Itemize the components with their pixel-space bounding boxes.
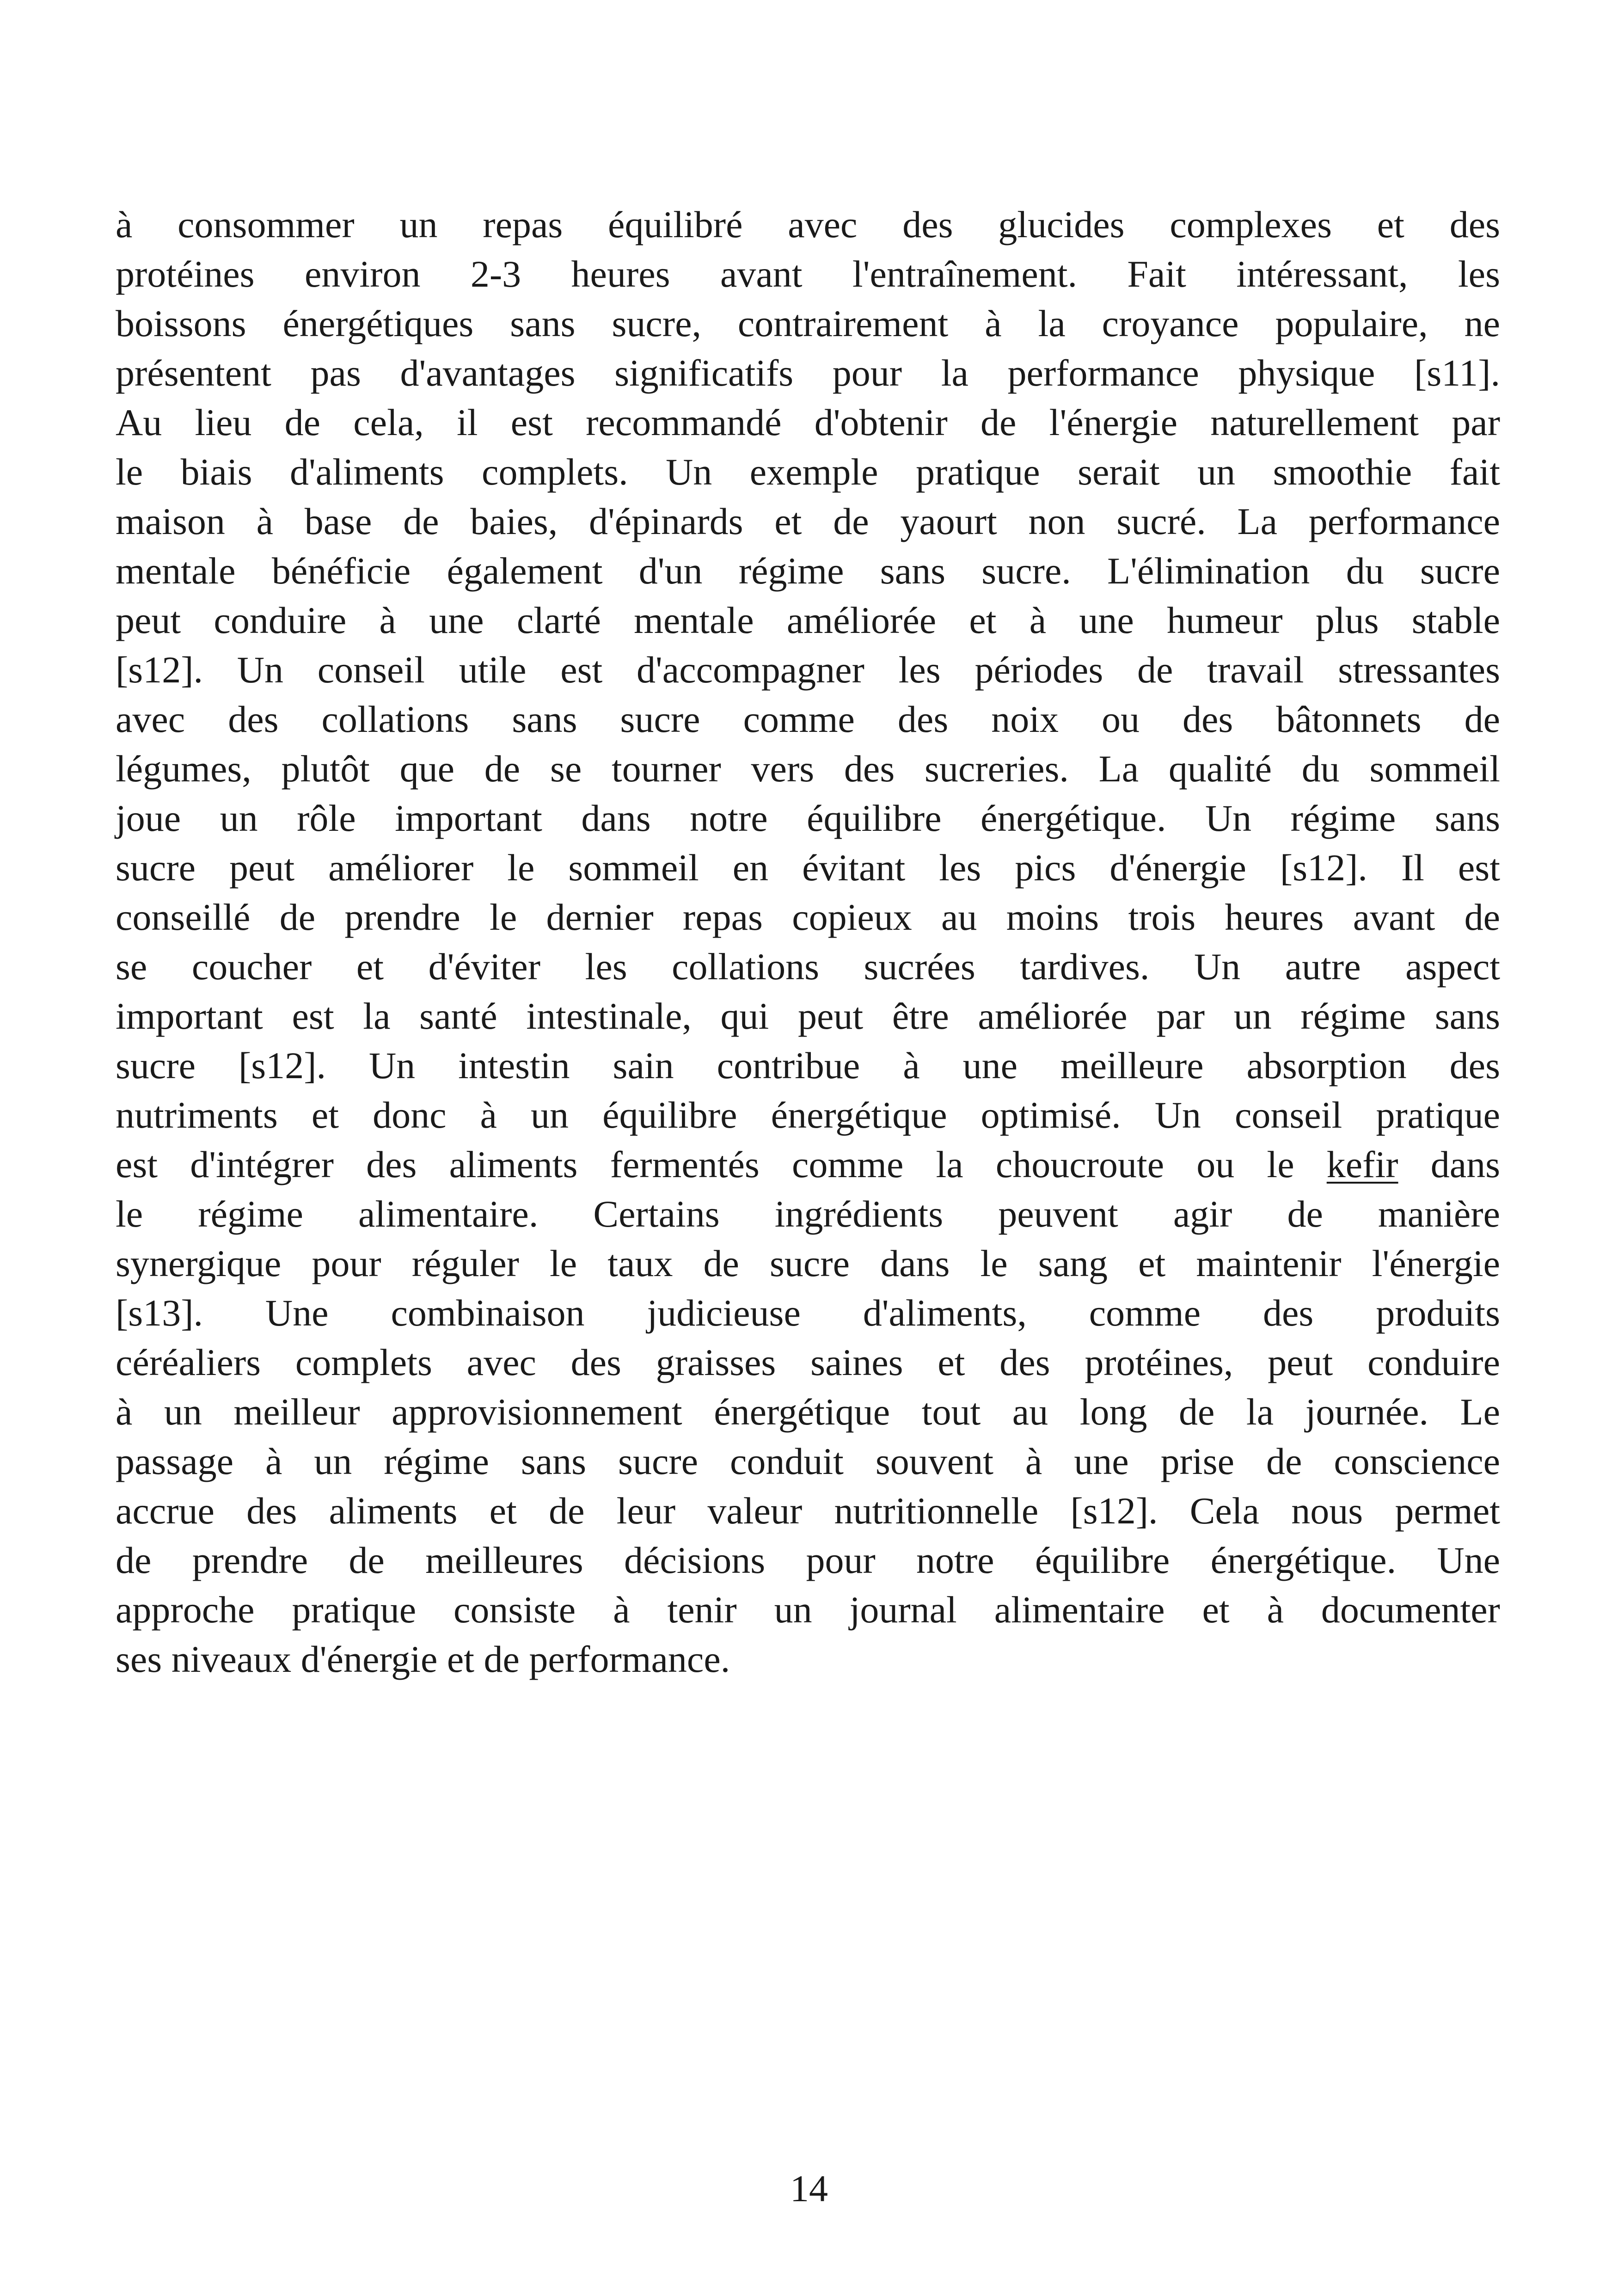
text-line: de prendre de meilleures décisions pour notre équilibre énergétique. Une xyxy=(116,1539,1500,1581)
text-line: joue un rôle important dans notre équilibre énergétique. Un régime sans xyxy=(116,797,1500,839)
kefir-link[interactable]: kefir xyxy=(1326,1143,1398,1185)
text-line: passage à un régime sans sucre conduit souvent à une prise de conscience xyxy=(116,1440,1500,1482)
text-line: protéines environ 2-3 heures avant l'entraînement. Fait intéressant, les xyxy=(116,253,1500,295)
text-line: [s13]. Une combinaison judicieuse d'aliments, comme des produits xyxy=(116,1292,1500,1334)
text-line-with-link xyxy=(116,1140,1500,1189)
text-line: peut conduire à une clarté mentale améliorée et à une humeur plus stable xyxy=(116,599,1500,641)
text-line: le régime alimentaire. Certains ingrédients peuvent agir de manière xyxy=(116,1193,1500,1235)
text-line: maison à base de baies, d'épinards et de yaourt non sucré. La performance xyxy=(116,500,1500,542)
text-line: important est la santé intestinale, qui peut être améliorée par un régime sans xyxy=(116,995,1500,1037)
text-segment: dans xyxy=(1398,1143,1501,1185)
text-line: boissons énergétiques sans sucre, contrairement à la croyance populaire, ne xyxy=(116,302,1500,344)
text-line: nutriments et donc à un équilibre énergétique optimisé. Un conseil pratique xyxy=(116,1094,1500,1136)
text-line: à consommer un repas équilibré avec des glucides complexes et des xyxy=(116,203,1500,246)
text-line: avec des collations sans sucre comme des noix ou des bâtonnets de xyxy=(116,698,1500,740)
text-line: le biais d'aliments complets. Un exemple pratique serait un smoothie fait xyxy=(116,451,1500,493)
text-line: se coucher et d'éviter les collations sucrées tardives. Un autre aspect xyxy=(116,945,1500,988)
text-line: accrue des aliments et de leur valeur nutritionnelle [s12]. Cela nous permet xyxy=(116,1490,1500,1532)
text-line: sucre [s12]. Un intestin sain contribue à une meilleure absorption des xyxy=(116,1044,1500,1087)
text-line: synergique pour réguler le taux de sucre dans le sang et maintenir l'énergie xyxy=(116,1242,1500,1284)
text-line: [s12]. Un conseil utile est d'accompagner les périodes de travail stressantes xyxy=(116,649,1500,691)
text-line: mentale bénéficie également d'un régime sans sucre. L'élimination du sucre xyxy=(116,550,1500,592)
text-line: approche pratique consiste à tenir un journal alimentaire et à documenter xyxy=(116,1589,1500,1631)
text-line: à un meilleur approvisionnement énergétique tout au long de la journée. Le xyxy=(116,1391,1500,1433)
text-line: légumes, plutôt que de se tourner vers des sucreries. La qualité du sommeil xyxy=(116,748,1500,790)
text-line: ses niveaux d'énergie et de performance. xyxy=(116,1638,730,1680)
text-segment: est d'intégrer des aliments fermentés comme la choucroute ou le xyxy=(116,1143,1327,1185)
text-line: présentent pas d'avantages significatifs pour la performance physique [s11]. xyxy=(116,352,1500,394)
text-line: céréaliers complets avec des graisses saines et des protéines, peut conduire xyxy=(116,1341,1500,1383)
page-number: 14 xyxy=(790,2167,828,2210)
text-line: Au lieu de cela, il est recommandé d'obtenir de l'énergie naturellement par xyxy=(116,401,1500,443)
text-line: conseillé de prendre le dernier repas copieux au moins trois heures avant de xyxy=(116,896,1500,938)
text-line: sucre peut améliorer le sommeil en évitant les pics d'énergie [s12]. Il est xyxy=(116,847,1500,889)
body-paragraph xyxy=(116,200,1500,1684)
